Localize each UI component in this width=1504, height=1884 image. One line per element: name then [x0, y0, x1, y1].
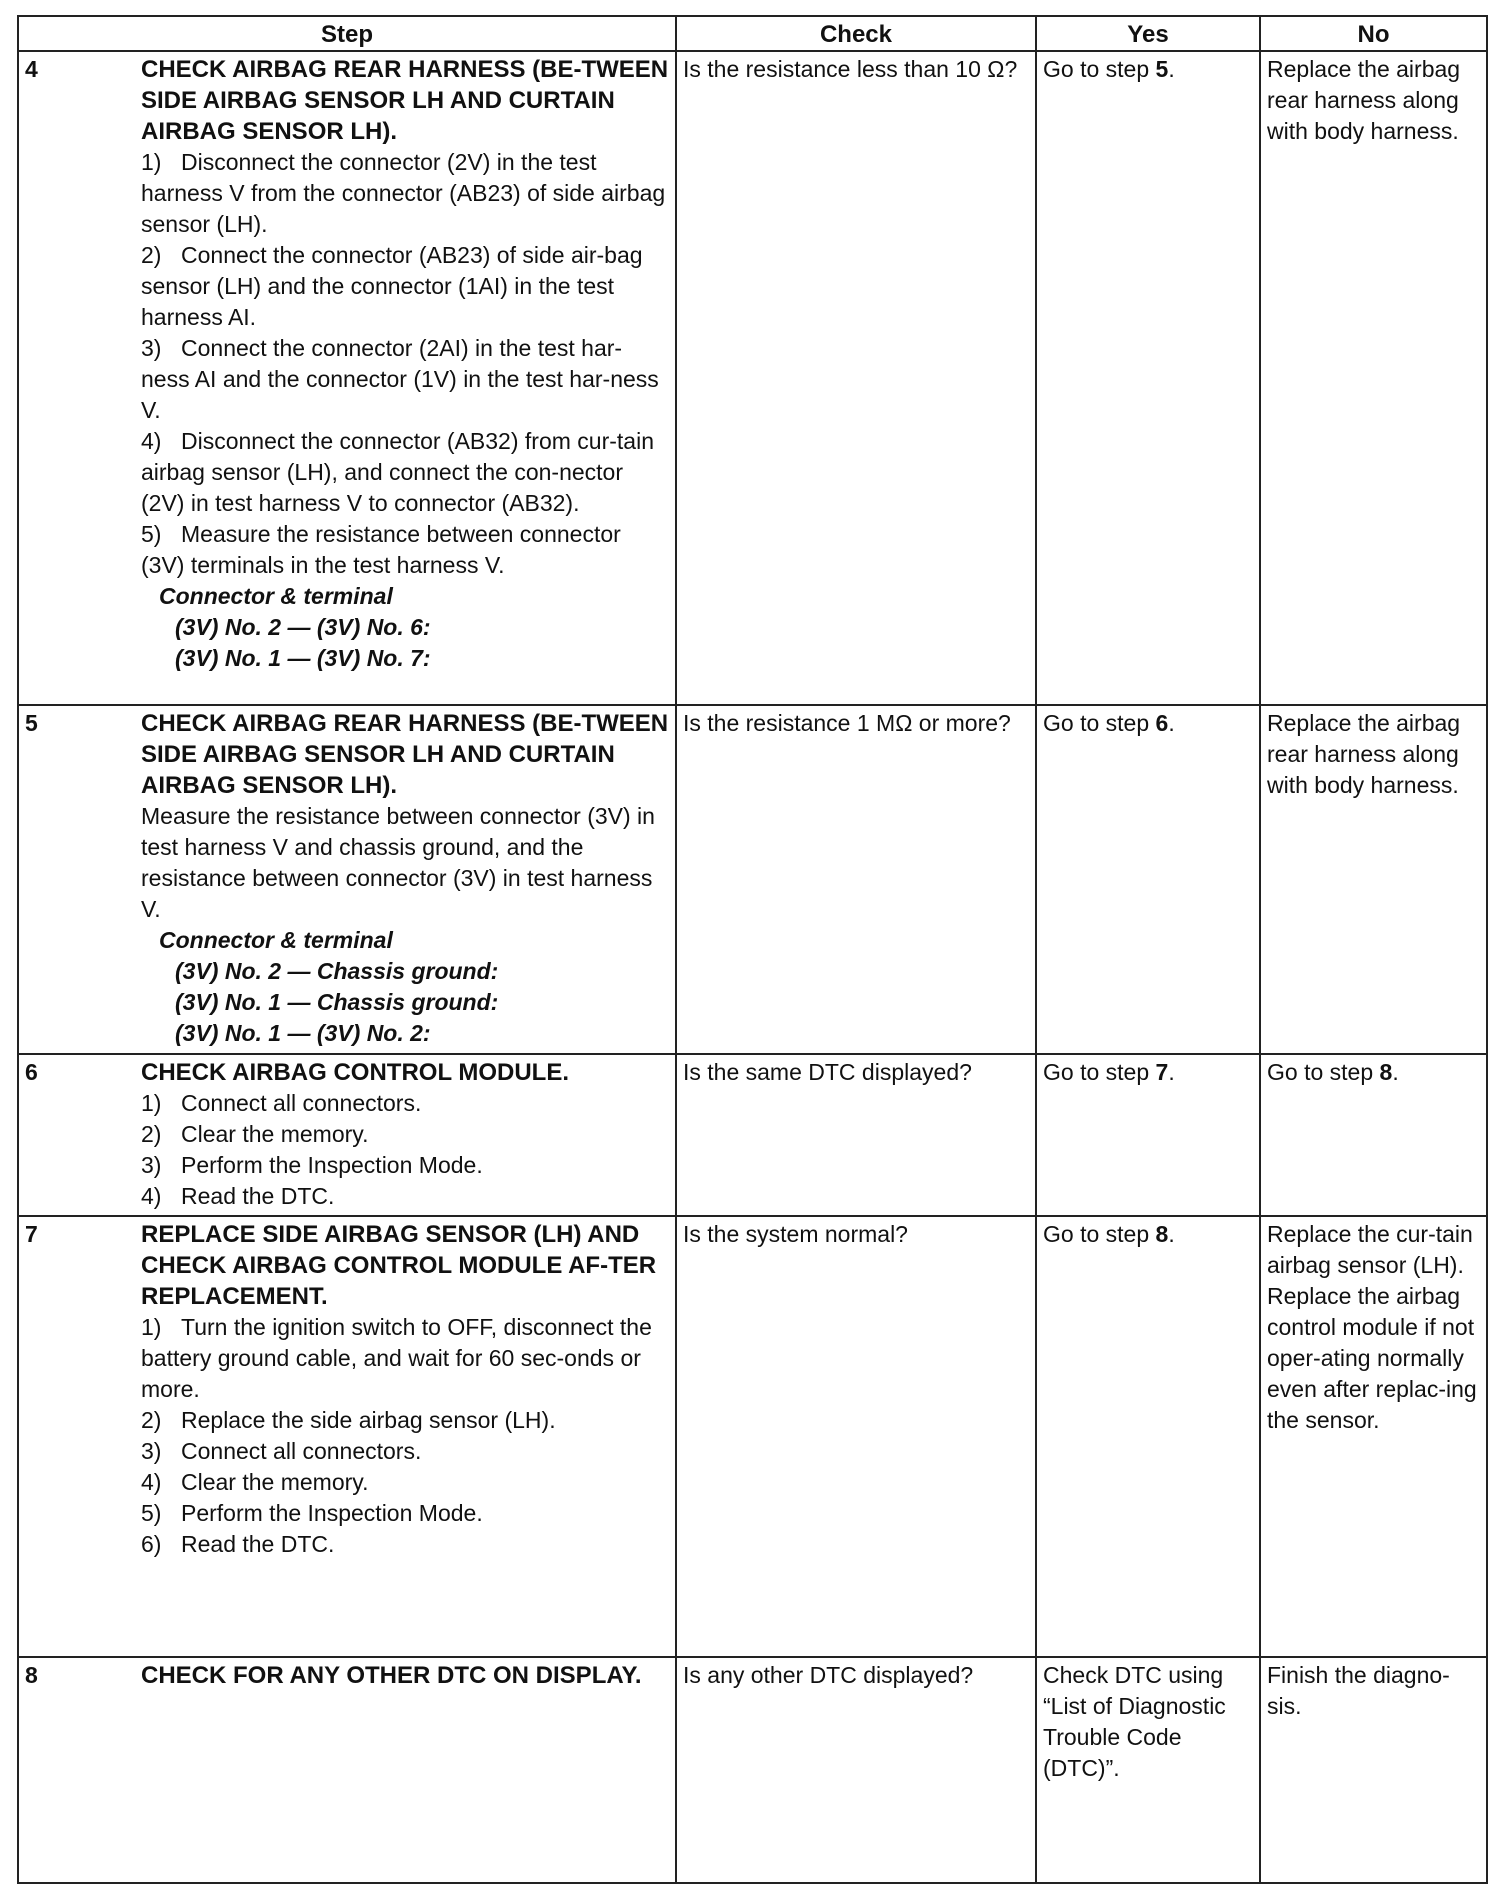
step-cell — [18, 705, 676, 1054]
no-cell: Replace the airbag rear harness along with body harness. — [1260, 51, 1487, 705]
no-cell: Go to step 8. — [1260, 1054, 1487, 1216]
sub-step: 5) Measure the resistance between connector (3V) terminals in the test harness V. — [141, 521, 621, 578]
step-title: CHECK FOR ANY OTHER DTC ON DISPLAY. — [141, 1662, 642, 1689]
check-cell: Is the resistance less than 10 Ω? — [676, 51, 1036, 705]
check-cell: Is any other DTC displayed? — [676, 1657, 1036, 1883]
sub-step: 4) Clear the memory. — [141, 1469, 369, 1495]
sub-step: 3) Perform the Inspection Mode. — [141, 1152, 483, 1178]
yes-cell: Go to step 5. — [1036, 51, 1260, 705]
step-title: CHECK AIRBAG CONTROL MODULE. — [141, 1059, 569, 1086]
connector-terminal: (3V) No. 2 — (3V) No. 6: — [175, 614, 431, 640]
connector-terminal: (3V) No. 1 — (3V) No. 2: — [175, 1020, 431, 1046]
header-yes: Yes — [1036, 16, 1260, 51]
sub-step: 4) Read the DTC. — [141, 1183, 335, 1209]
check-cell: Is the resistance 1 MΩ or more? — [676, 705, 1036, 1054]
step-title: REPLACE SIDE AIRBAG SENSOR (LH) AND CHECK AIRBAG CONTROL MODULE AF-TER REPLACEMENT. — [141, 1221, 657, 1310]
sub-step: 1) Connect all connectors. — [141, 1090, 422, 1116]
step-title: CHECK AIRBAG REAR HARNESS (BE-TWEEN SIDE AIRBAG SENSOR LH AND CURTAIN AIRBAG SENSOR LH). — [141, 710, 669, 799]
header-check: Check — [676, 16, 1036, 51]
sub-step: 4) Disconnect the connector (AB32) from cur-tain airbag sensor (LH), and connect the con-nector (2V) in test harness V to connector (AB32). — [141, 428, 654, 516]
connector-terminal: (3V) No. 1 — Chassis ground: — [175, 989, 499, 1015]
sub-step: 1) Disconnect the connector (2V) in the test harness V from the connector (AB23) of side airbag sensor (LH). — [141, 149, 666, 237]
sub-step: 5) Perform the Inspection Mode. — [141, 1500, 483, 1526]
yes-cell: Check DTC using “List of Diagnostic Trouble Code (DTC)”. — [1036, 1657, 1260, 1883]
table-row — [18, 1054, 1487, 1216]
step-number: 8 — [25, 1662, 38, 1688]
sub-step: 2) Replace the side airbag sensor (LH). — [141, 1407, 556, 1433]
sub-step: 2) Connect the connector (AB23) of side air-bag sensor (LH) and the connector (1AI) in the test harness AI. — [141, 242, 643, 330]
table-row — [18, 1657, 1487, 1883]
step-cell — [18, 1216, 676, 1657]
connector-terminal: (3V) No. 1 — (3V) No. 7: — [175, 645, 431, 671]
yes-cell: Go to step 7. — [1036, 1054, 1260, 1216]
connector-title: Connector & terminal — [159, 927, 393, 953]
check-cell: Is the system normal? — [676, 1216, 1036, 1657]
sub-step: 3) Connect all connectors. — [141, 1438, 422, 1464]
table-row — [18, 51, 1487, 705]
connector-terminal: (3V) No. 2 — Chassis ground: — [175, 958, 499, 984]
no-cell: Replace the airbag rear harness along with body harness. — [1260, 705, 1487, 1054]
diagnostic-table — [17, 15, 1488, 1884]
no-cell — [1260, 1216, 1487, 1657]
step-number: 5 — [25, 710, 38, 736]
step-number: 7 — [25, 1221, 38, 1247]
no-text: Replace the cur-tain airbag sensor (LH). — [1267, 1221, 1473, 1278]
sub-step: 3) Connect the connector (2AI) in the test har-ness AI and the connector (1V) in the test har-ness V. — [141, 335, 659, 423]
step-cell — [18, 51, 676, 705]
sub-step: 2) Clear the memory. — [141, 1121, 369, 1147]
step-intro: Measure the resistance between connector (3V) in test harness V and chassis ground, and the resistance between connector (3V) in test harness V. — [141, 803, 655, 922]
header-row — [18, 16, 1487, 51]
no-text: Replace the airbag control module if not oper-ating normally even after replac-ing the sensor. — [1267, 1283, 1477, 1433]
step-title: CHECK AIRBAG REAR HARNESS (BE-TWEEN SIDE AIRBAG SENSOR LH AND CURTAIN AIRBAG SENSOR LH). — [141, 56, 669, 145]
yes-cell: Go to step 8. — [1036, 1216, 1260, 1657]
table-row — [18, 705, 1487, 1054]
check-cell: Is the same DTC displayed? — [676, 1054, 1036, 1216]
step-cell — [18, 1054, 676, 1216]
header-no: No — [1260, 16, 1487, 51]
step-cell — [18, 1657, 676, 1883]
step-number: 6 — [25, 1059, 38, 1085]
sub-step: 6) Read the DTC. — [141, 1531, 335, 1557]
table-row — [18, 1216, 1487, 1657]
yes-cell: Go to step 6. — [1036, 705, 1260, 1054]
step-number: 4 — [25, 56, 38, 82]
header-step: Step — [18, 16, 676, 51]
no-cell: Finish the diagno-sis. — [1260, 1657, 1487, 1883]
sub-step: 1) Turn the ignition switch to OFF, disconnect the battery ground cable, and wait for 60 sec-onds or more. — [141, 1314, 652, 1402]
connector-title: Connector & terminal — [159, 583, 393, 609]
